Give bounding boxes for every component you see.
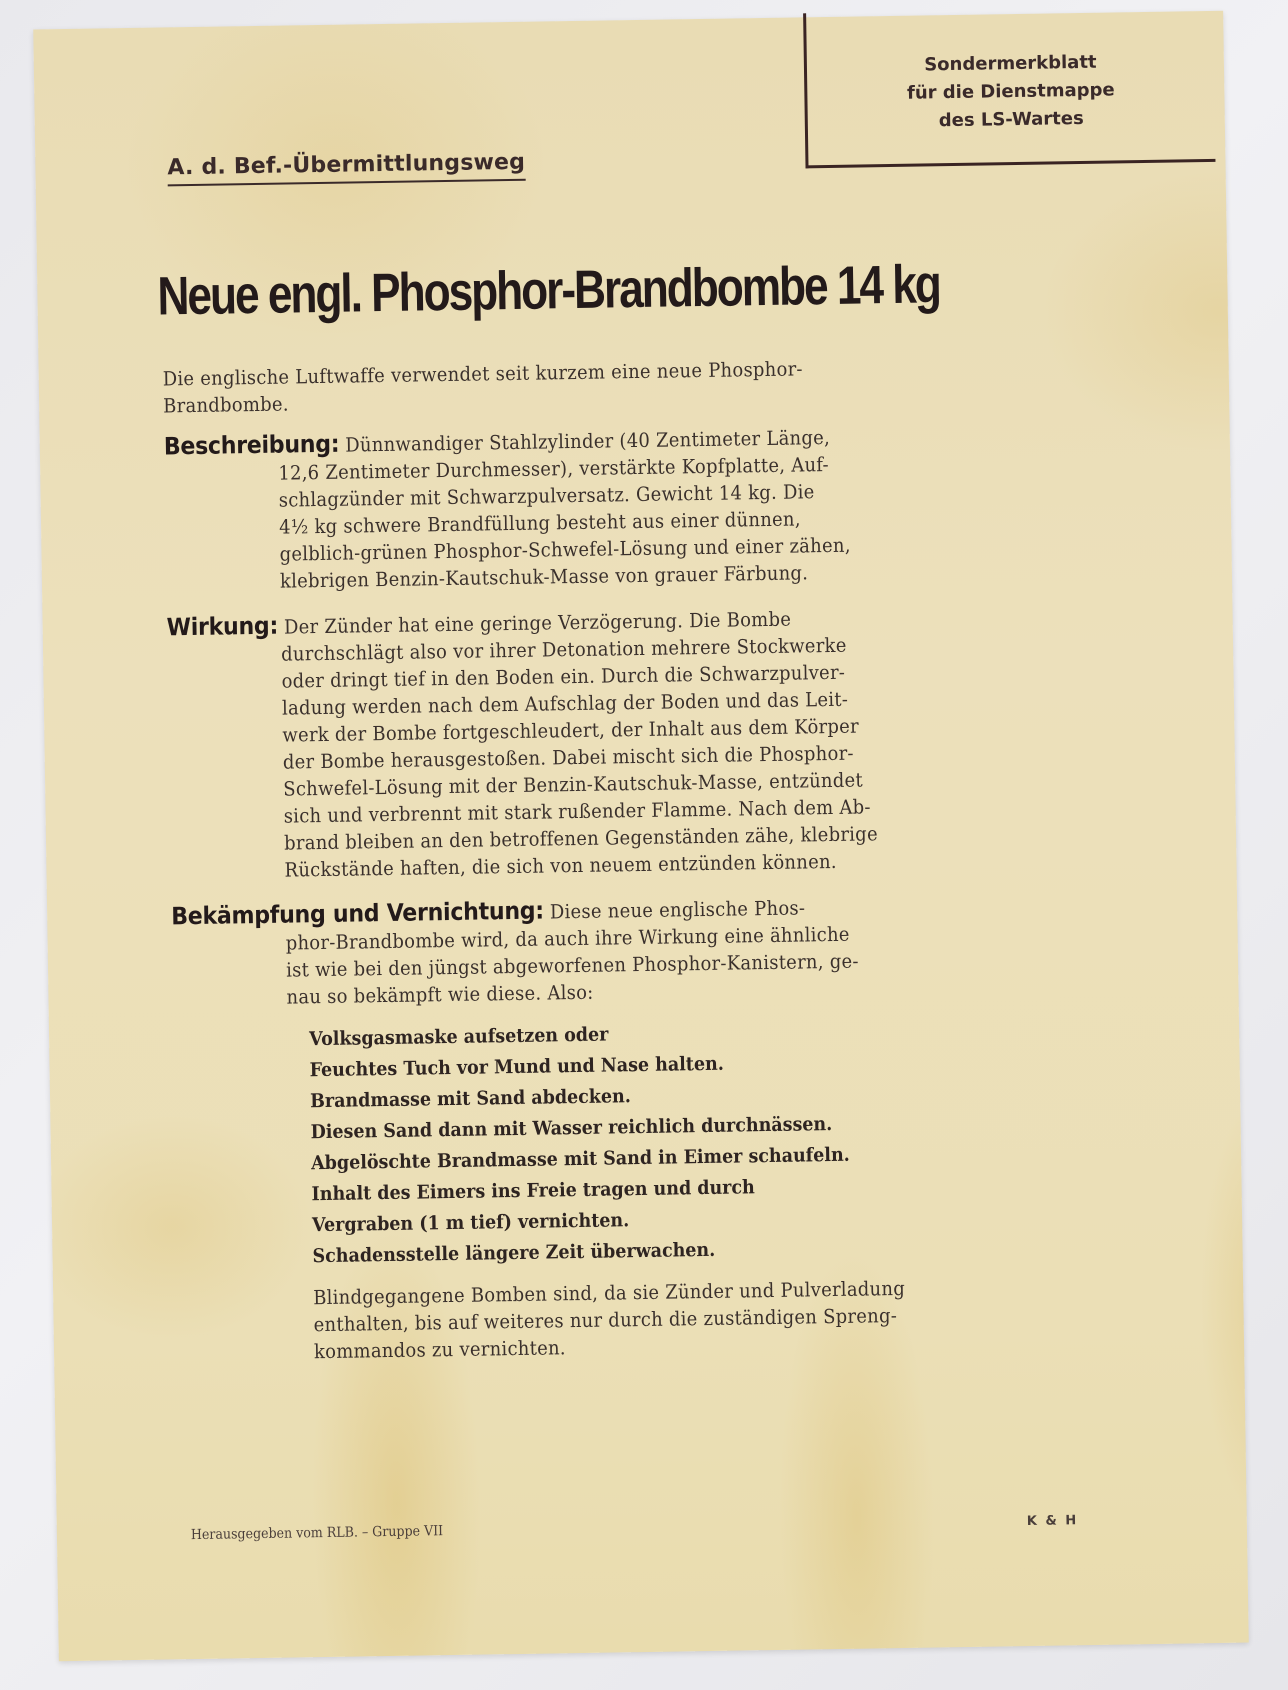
text-line: phor-Brandbombe wird, da auch ihre Wirkung eine ähnliche [285, 922, 850, 955]
text-line: schlagzünder mit Schwarzpulversatz. Gewicht 14 kg. Die [278, 480, 815, 512]
text-line: 12,6 Zentimeter Durchmesser), verstärkte Kopfplatte, Auf- [278, 453, 830, 485]
boxed-note-line: für die Dienstmappe [906, 79, 1115, 104]
text-line: 4½ kg schwere Brandfüllung besteht aus einer dünnen, [279, 507, 801, 539]
boxed-note-line: des LS-Wartes [938, 107, 1084, 132]
publisher-footer: Herausgegeben vom RLB. – Gruppe VII [190, 1523, 444, 1544]
text-line: gelblich-grünen Phosphor-Schwefel-Lösung und einer zähen, [279, 533, 851, 566]
section-heading: Bekämpfung und Vernichtung: [170, 896, 545, 931]
intro-paragraph [163, 352, 1047, 420]
section-wirkung [166, 601, 1050, 886]
text-line: kommandos zu vernichten. [313, 1336, 566, 1364]
section-beschreibung [164, 420, 1046, 597]
instruction-step: Vergraben (1 m tief) vernichten. [311, 1209, 630, 1237]
instruction-step: Schadensstelle längere Zeit überwachen. [312, 1238, 716, 1268]
text-line: Dünnwandiger Stahlzylinder (40 Zentimeter Länge, [345, 425, 831, 457]
boxed-note [803, 7, 1215, 168]
text-line: werk der Bombe fortgeschleudert, der Inhalt aus dem Körper [282, 714, 860, 747]
instruction-step: Volksgasmaske aufsetzen oder [308, 1023, 609, 1051]
closing-paragraph [177, 1273, 1058, 1368]
text-line: enthalten, bis auf weiteres nur durch die zuständigen Spreng- [313, 1304, 898, 1337]
printer-mark: K & H [1026, 1513, 1079, 1530]
routing-line: A. d. Bef.-Übermittlungsweg [167, 150, 525, 187]
text-line: Der Zünder hat eine geringe Verzögerung. Die Bombe [283, 607, 792, 639]
boxed-note-line: Sondermerkblatt [924, 51, 1097, 76]
document-title: Neue engl. Phosphor-Brandbombe 14 kg [156, 254, 941, 327]
section-heading: Wirkung: [166, 611, 279, 642]
text-line: oder dringt tief in den Boden ein. Durch die Schwarzpulver- [281, 660, 846, 693]
instruction-step: Inhalt des Eimers ins Freie tragen und durch [311, 1176, 755, 1206]
text-line: brand bleiben an den betroffenen Gegenständen zähe, klebrige [283, 822, 879, 855]
document-sheet [33, 11, 1248, 1661]
instruction-step: Abgelöschte Brandmasse mit Sand in Eimer schaufeln. [310, 1143, 850, 1175]
text-line: ist wie bei den jüngst abgeworfenen Phosphor-Kanistern, ge- [285, 949, 859, 982]
instruction-step: Feuchtes Tuch vor Mund und Nase halten. [309, 1052, 725, 1082]
instruction-step: Diesen Sand dann mit Wasser reichlich durchnässen. [310, 1113, 833, 1144]
text-line: klebrigen Benzin-Kautschuk-Masse von grauer Färbung. [279, 561, 809, 593]
text-line: Die englische Luftwaffe verwendet seit kurzem eine neue Phosphor- [162, 357, 803, 391]
text-line: Brandbombe. [163, 392, 289, 418]
text-line: Schwefel-Lösung mit der Benzin-Kautschuk-Masse, entzündet [283, 768, 864, 801]
text-line: nau so bekämpft wie diese. Also: [286, 980, 594, 1009]
instruction-steps [173, 1013, 1057, 1275]
text-line: ladung werden nach dem Aufschlag der Boden und das Leit- [281, 687, 849, 720]
section-heading: Beschreibung: [163, 429, 340, 461]
document-body [163, 352, 1059, 1368]
text-line: Blindgegangene Bomben sind, da sie Zünder und Pulverladung [313, 1276, 906, 1310]
text-line: Rückstände haften, die sich von neuem entzünden können. [284, 849, 837, 882]
text-line: Diese neue englische Phos- [549, 896, 806, 924]
section-bekaempfung [171, 890, 1053, 1013]
text-line: durchschlägt also vor ihrer Detonation mehrere Stockwerke [280, 633, 847, 666]
text-line: der Bombe herausgestoßen. Dabei mischt sich die Phosphor- [282, 741, 854, 774]
text-line: sich und verbrennt mit stark rußender Flamme. Nach dem Ab- [283, 795, 871, 828]
instruction-step: Brandmasse mit Sand abdecken. [309, 1085, 632, 1113]
